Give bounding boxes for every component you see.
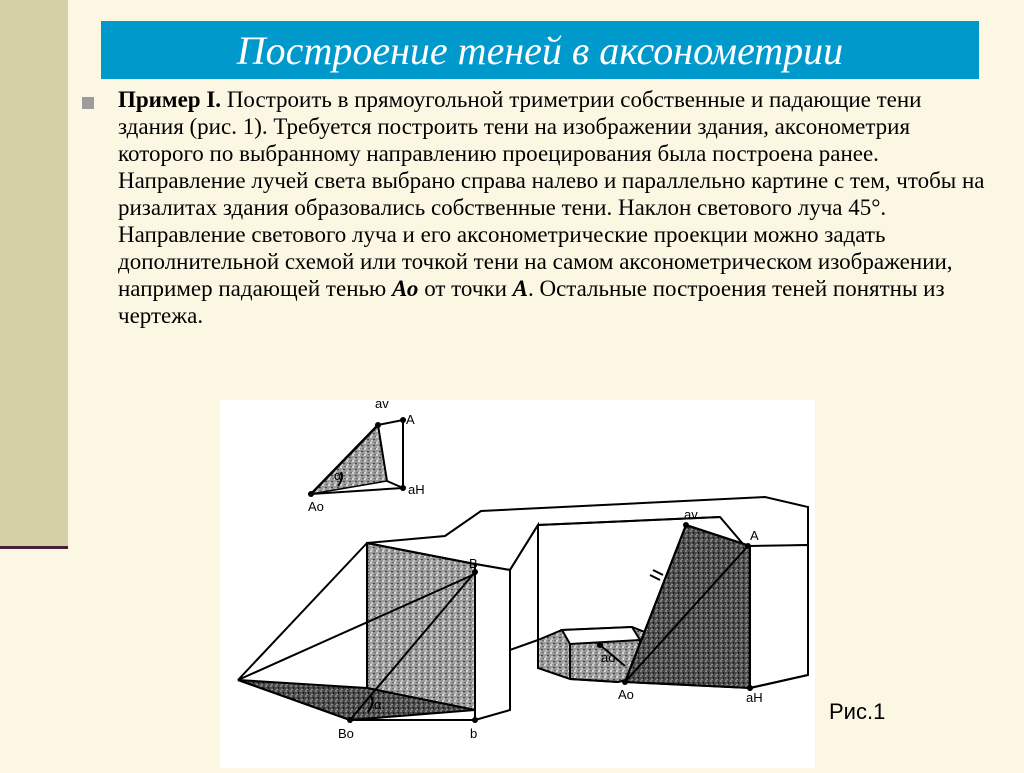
label-alpha-small: α bbox=[334, 468, 342, 483]
body-part-3: . Остальные построения теней понятны из чертежа. bbox=[118, 276, 945, 328]
label-bo-main: Bo bbox=[338, 726, 354, 741]
figure-drawing bbox=[220, 400, 815, 768]
slide-title: Построение теней в аксонометрии bbox=[236, 27, 844, 73]
point-ao: Ао bbox=[391, 276, 419, 301]
label-av-main: av bbox=[684, 507, 698, 522]
label-b-low: b bbox=[470, 726, 478, 741]
label-ah-small: aH bbox=[408, 482, 425, 497]
label-alpha-main: α bbox=[374, 697, 382, 712]
example-lead: Пример I. bbox=[118, 87, 222, 112]
label-a-small: A bbox=[406, 412, 415, 427]
point-a: А bbox=[512, 276, 528, 301]
bullet-square-icon bbox=[82, 97, 94, 109]
body-paragraph bbox=[118, 86, 988, 329]
label-ao-main: ao bbox=[601, 650, 616, 665]
shadow-construction-svg bbox=[220, 400, 815, 768]
figure-caption: Рис.1 bbox=[829, 699, 886, 724]
left-sidebar-underline bbox=[0, 546, 68, 549]
label-av-small: av bbox=[375, 400, 389, 411]
body-part-1: Построить в прямоугольной триметрии собственные и падающие тени здания (рис. 1). Требуется построить тени на изображении здания, аксонометрия которого по выбранному направлению проецирования была построена ранее. Направление лучей света выбрано справа налево и параллельно картине с тем, чтобы на ризалитах здания образовались собственные тени. Наклон светового луча 45°. Направление светового луча и его аксонометрические проекции можно задать дополнительной схемой или точкой тени на самом аксонометрическом изображении, например падающей тенью bbox=[118, 87, 985, 301]
body-part-2: от точки bbox=[418, 276, 513, 301]
left-sidebar-decoration bbox=[0, 0, 68, 546]
label-b-main: B bbox=[469, 556, 478, 571]
title-banner bbox=[101, 21, 979, 79]
label-ao-small: Ao bbox=[308, 499, 324, 514]
label-a-main: A bbox=[750, 528, 759, 543]
label-ao-ground: Ao bbox=[618, 687, 634, 702]
label-ah-main: aH bbox=[746, 690, 763, 705]
